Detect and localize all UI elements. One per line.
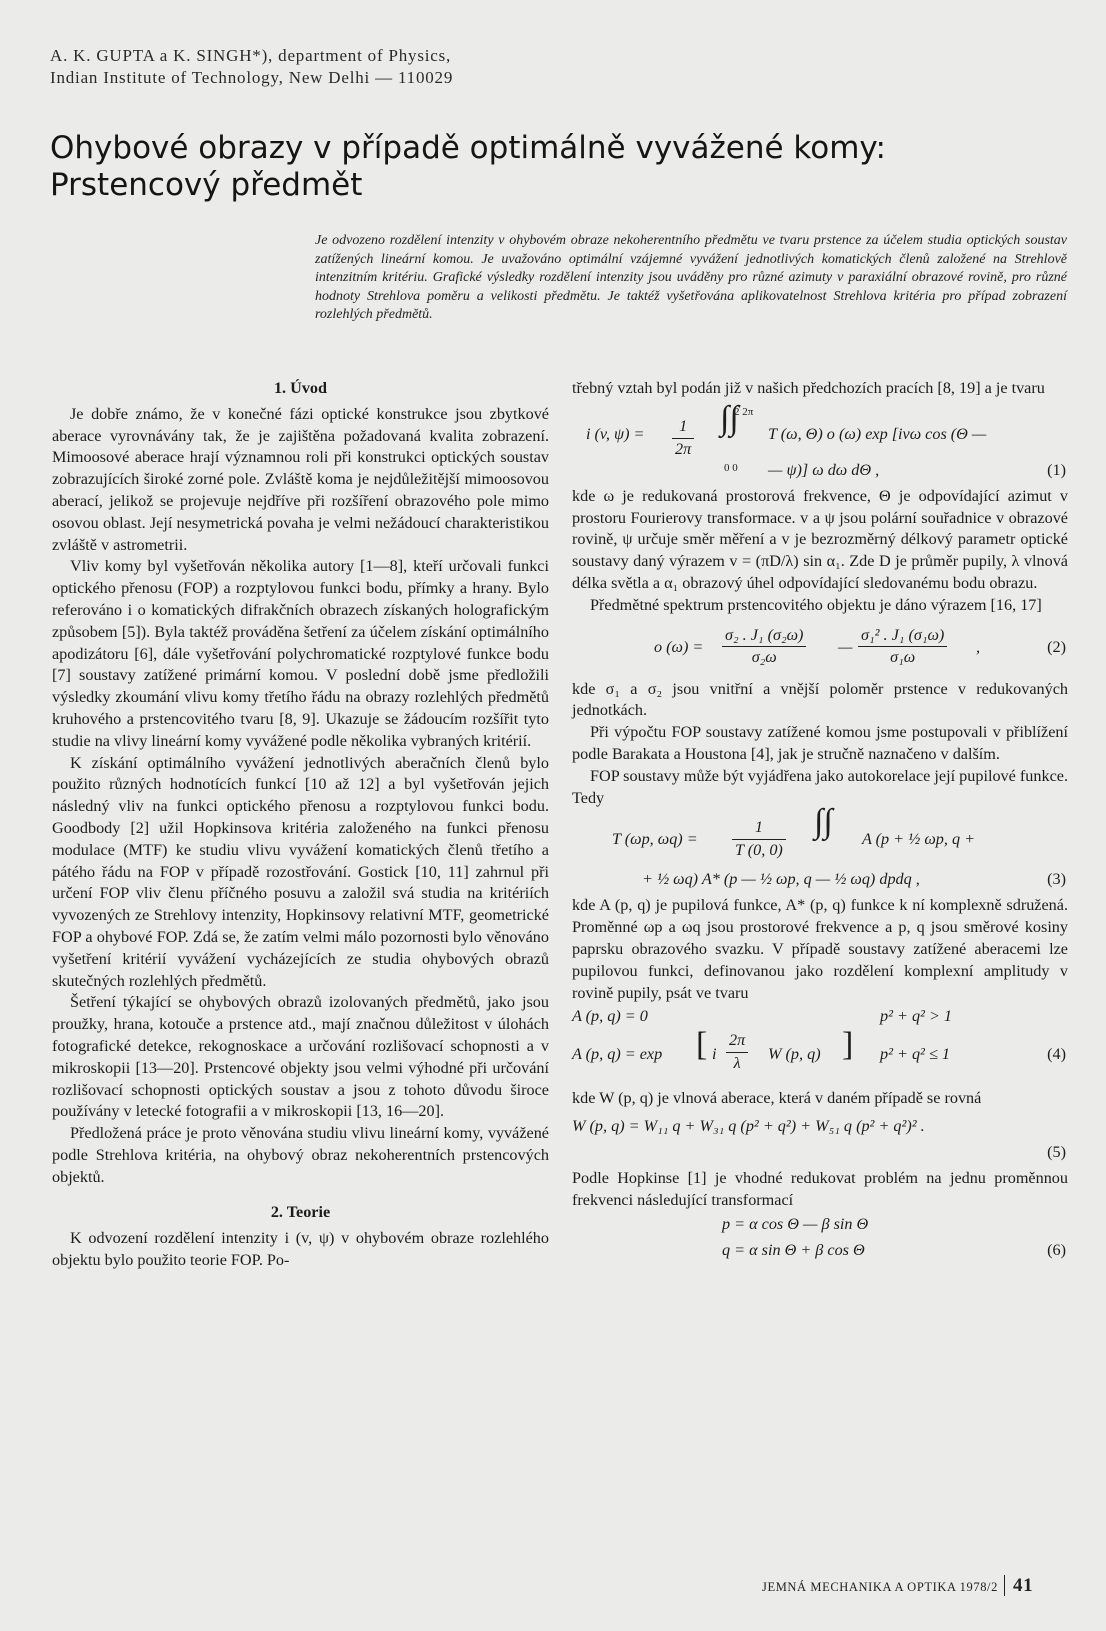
equation-1: [572, 400, 1068, 486]
article-title: [50, 130, 1050, 204]
eq4b-condition: p² + q² ≤ 1: [880, 1045, 950, 1064]
eq2-num1: σ₂ . J₁ (σ₂ω): [722, 625, 806, 648]
equation-4: [572, 1004, 1068, 1080]
authors-line-2: Indian Institute of Technology, New Delhi — 110029: [50, 68, 454, 87]
eq5-number: (5): [1047, 1143, 1066, 1162]
eq1-den: 2π: [675, 439, 692, 458]
title-line-2: Prstencový předmět: [50, 167, 363, 203]
eq1-continuation: — ψ)] ω dω dΘ ,: [768, 460, 880, 479]
eq4b-lhs: A (p, q) = exp: [572, 1045, 663, 1064]
eq1-lhs: i (v, ψ) =: [586, 424, 645, 443]
eq6-number: (6): [1047, 1240, 1066, 1259]
journal-name: JEMNÁ MECHANIKA A OPTIKA 1978/2: [762, 1580, 998, 1594]
eq3-fraction: [732, 817, 786, 862]
page-number: 41: [1004, 1575, 1033, 1596]
eq3-continuation: + ½ ωq) A* (p — ½ ωp, q — ½ ωq) dpdq ,: [642, 870, 920, 889]
paragraph: kde σ₁ a σ₂ jsou vnitřní a vnější poloměr prstence v redukovaných jednotkách.: [572, 679, 1068, 720]
abstract: Je odvozeno rozdělení intenzity v ohybovém obraze nekoherentního předmětu ve tvaru prstence za účelem studia optických soustav zatížených lineární komou. Je uvažováno optimální vzájemné vyvážení jednotlivých komatických členů založené na Strehlově intenzitním kritériu. Grafické výsledky rozdělení intenzity jsou uváděny pro různé azimuty v paraxiální obrazové rovině, pro různé hodnoty Strehlova poměru a velikosti předmětu. Je taktéž vyšetřována aplikovatelnost Strehlova kritéria pro případ zobrazení rozlehlých předmětů.: [315, 233, 1067, 322]
eq4a-condition: p² + q² > 1: [880, 1007, 953, 1026]
eq2-den1: σ₂ω: [751, 648, 777, 667]
equation-2: [572, 617, 1068, 679]
authors-line-1: A. K. GUPTA a K. SINGH*), department of Physics,: [50, 46, 452, 65]
paragraph: třebný vztah byl podán již v našich předchozích pracích [8, 19] a je tvaru: [572, 379, 1045, 397]
eq4b-den: λ: [733, 1054, 741, 1073]
left-column: [52, 378, 549, 1272]
paragraph: kde A (p, q) je pupilová funkce, A* (p, q) funkce k ní komplexně sdružená. Proměnné ωp a ωq jsou prostorové frekvence a p, q jsou směrové kosiny paprsku obrazového svazku. V případě soustavy zatížené aberacemi lze pupilovou funkci, definovanou jako rozdělení komplexní amplitudy v rovině pupily, psát ve tvaru: [572, 896, 1068, 1002]
bracket-left: [: [696, 1026, 708, 1064]
bracket-right: ]: [842, 1026, 854, 1064]
eq1-upper-limits: 2 2π: [734, 405, 754, 418]
eq2-number: (2): [1047, 637, 1066, 656]
paragraph: Šetření týkající se ohybových obrazů izolovaných předmětů, jako jsou proužky, hrana, kotouče a prstence atd., mají značnou důležitost v úlohách fotografické detekce, rekognoskace a určování rozlišovací schopnosti a v mikroskopii [13—20]. Prstencové objekty jsou velmi výhodné při určování rozlišovací schopnosti optických soustav a jsou z tohoto důvodu široce používány v letecké fotografii a v mikroskopii [13, 16—20].: [52, 993, 549, 1121]
paragraph: Předložená práce je proto věnována studiu vlivu lineární komy, vyvážené podle Strehlova kritéria, na ohybový obraz nekoherentních prstencových objektů.: [52, 1124, 549, 1186]
eq2-minus: —: [838, 637, 853, 656]
eq1-body: T (ω, Θ) o (ω) exp [ivω cos (Θ —: [768, 424, 987, 443]
paragraph: K odvození rozdělení intenzity i (v, ψ) v ohybovém obraze rozlehlého objektu bylo použito teorie FOP. Po-: [52, 1229, 549, 1270]
paragraph: Předmětné spektrum prstencovitého objektu je dáno výrazem [16, 17]: [590, 595, 1042, 614]
eq2-fraction-1: [722, 625, 806, 670]
eq1-fraction: [672, 416, 694, 461]
paragraph: Podle Hopkinse [1] je vhodné redukovat problém na jednu proměnnou frekvenci následující transformací: [572, 1169, 1068, 1209]
eq4b-w: W (p, q): [768, 1045, 821, 1064]
eq3-number: (3): [1047, 870, 1066, 889]
eq4b-i: i: [712, 1045, 717, 1064]
paragraph: FOP soustavy může být vyjádřena jako autokorelace její pupilové funkce. Tedy: [572, 766, 1068, 807]
right-column: [572, 378, 1068, 1266]
paragraph: kde ω je redukovaná prostorová frekvence, Θ je odpovídající azimut v prostoru Fourierovy transformace. v a ψ jsou polární souřadnice v obrazové rovině, ψ určuje směr měření a v je bezrozměrný délkový parametr optické soustavy daný výrazem v = (πD/λ) sin α₁. Zde D je průměr pupily, λ vlnová délka světla a α₁ obrazový úhel odpovídající sledovanému bodu obrazu.: [572, 486, 1068, 592]
integral-sign: ∫∫: [720, 399, 739, 437]
eq4a-lhs: A (p, q) = 0: [572, 1007, 648, 1026]
eq3-num: 1: [732, 817, 786, 840]
eq5-body: W (p, q) = W₁₁ q + W₃₁ q (p² + q²) + W₅₁ q (p² + q²)² .: [572, 1117, 925, 1136]
eq3-lhs: T (ωp, ωq) =: [612, 830, 698, 849]
section-heading-intro: 1. Úvod: [273, 379, 328, 397]
authors: [50, 45, 750, 89]
eq6a: p = α cos Θ — β sin Θ: [722, 1214, 869, 1233]
equation-5: [572, 1110, 1068, 1168]
eq6b: q = α sin Θ + β cos Θ: [722, 1240, 865, 1259]
eq4b-num: 2π: [726, 1030, 748, 1053]
title-line-1: Ohybové obrazy v případě optimálně vyvážené komy:: [50, 130, 886, 166]
eq2-fraction-2: [858, 625, 947, 670]
eq1-lower-limits: 0 0: [724, 461, 738, 474]
paragraph: Při výpočtu FOP soustavy zatížené komou jsme postupovali v přiblížení podle Barakata a Houstona [4], jak je stručně naznačeno v dalším.: [572, 723, 1068, 763]
integral-sign: ∫∫: [814, 803, 833, 841]
eq3-body: A (p + ½ ωp, q +: [862, 830, 976, 849]
equation-3: [572, 803, 1068, 895]
section-heading-theory: 2. Teorie: [270, 1203, 331, 1222]
eq4b-fraction: [726, 1030, 748, 1075]
paragraph: K získání optimálního vyvážení jednotlivých aberačních členů bylo použito různých hodnotících funkcí [10 až 12] a byl vyšetřován jejich následný vliv na funkci optického přenosu a rozptylovou funkci bodu. Goodbody [2] užil Hopkinsova kritéria založeného na funkci přenosu modulace (MTF) ke studiu vlivu vyvážení komatických členů třetího a pátého řádu na FOP v případě rozostřování. Gostick [10, 11] zahrnul při určení FOP vliv členu příčného posuvu a založil svá studia na kritériích vyvozených ze Strehlovy intenzity, Hopkinsovy relativní MTF, geometrické FOP a ohybové FOP. Zdá se, že zatím velmi málo pozornosti bylo věnováno vyšetření kritérií vyvážení vycházejících ze studia ohybových obrazů skutečných rozlehlých předmětů.: [52, 753, 549, 990]
eq4-number: (4): [1047, 1045, 1066, 1064]
eq2-lhs: o (ω) =: [654, 637, 704, 656]
eq2-comma: ,: [976, 637, 981, 656]
eq2-num2: σ₁² . J₁ (σ₁ω): [858, 625, 947, 648]
eq2-den2: σ₁ω: [890, 648, 916, 667]
paragraph: kde W (p, q) je vlnová aberace, která v daném případě se rovná: [572, 1089, 982, 1108]
eq1-num: 1: [672, 416, 694, 439]
paragraph: Vliv komy byl vyšetřován několika autory [1—8], kteří určovali funkci optického přenosu (FOP) a rozptylovou funkci bodu, přímky a hrany. Bylo referováno i o komatických difrakčních obrazech získaných holografickým způsobem [5]). Byla taktéž prováděna šetření za účelem získání optimálního apodizátoru [6], dále vyšetřování polychromatické rozptylové funkce bodu [7] soustavy zatížené primární komou. V poslední době jsme předložili výsledky zkoumání vlivu komy třetího řádu na obrazy rozlehlých předmětů kruhového a prstencovitého tvaru [8, 9]. Ukazuje se žádoucím rozšířit tyto studie na vlivy lineární komy vyvážené podle několika vybraných kritérií.: [52, 557, 549, 750]
eq1-number: (1): [1047, 460, 1066, 479]
equation-6: [572, 1212, 1068, 1266]
eq3-den: T (0, 0): [735, 841, 783, 860]
page-footer: [762, 1575, 1033, 1597]
paragraph: Je dobře známo, že v konečné fázi optické konstrukce jsou zbytkové aberace vyrovnávány tak, že je zajištěna požadovaná kvalita zobrazení. Mimoosové aberace hrají významnou roli při konstrukci optických soustav zobrazujících široké zorné pole. Zvláště koma je nejdůležitější mimoosovou aberací, jelikož se projevuje nejdříve při rozšíření obrazového pole mimo osovou oblast. Její nesymetrická povaha je velmi nežádoucí charakteristikou zvláště v astrometrii.: [52, 404, 549, 554]
